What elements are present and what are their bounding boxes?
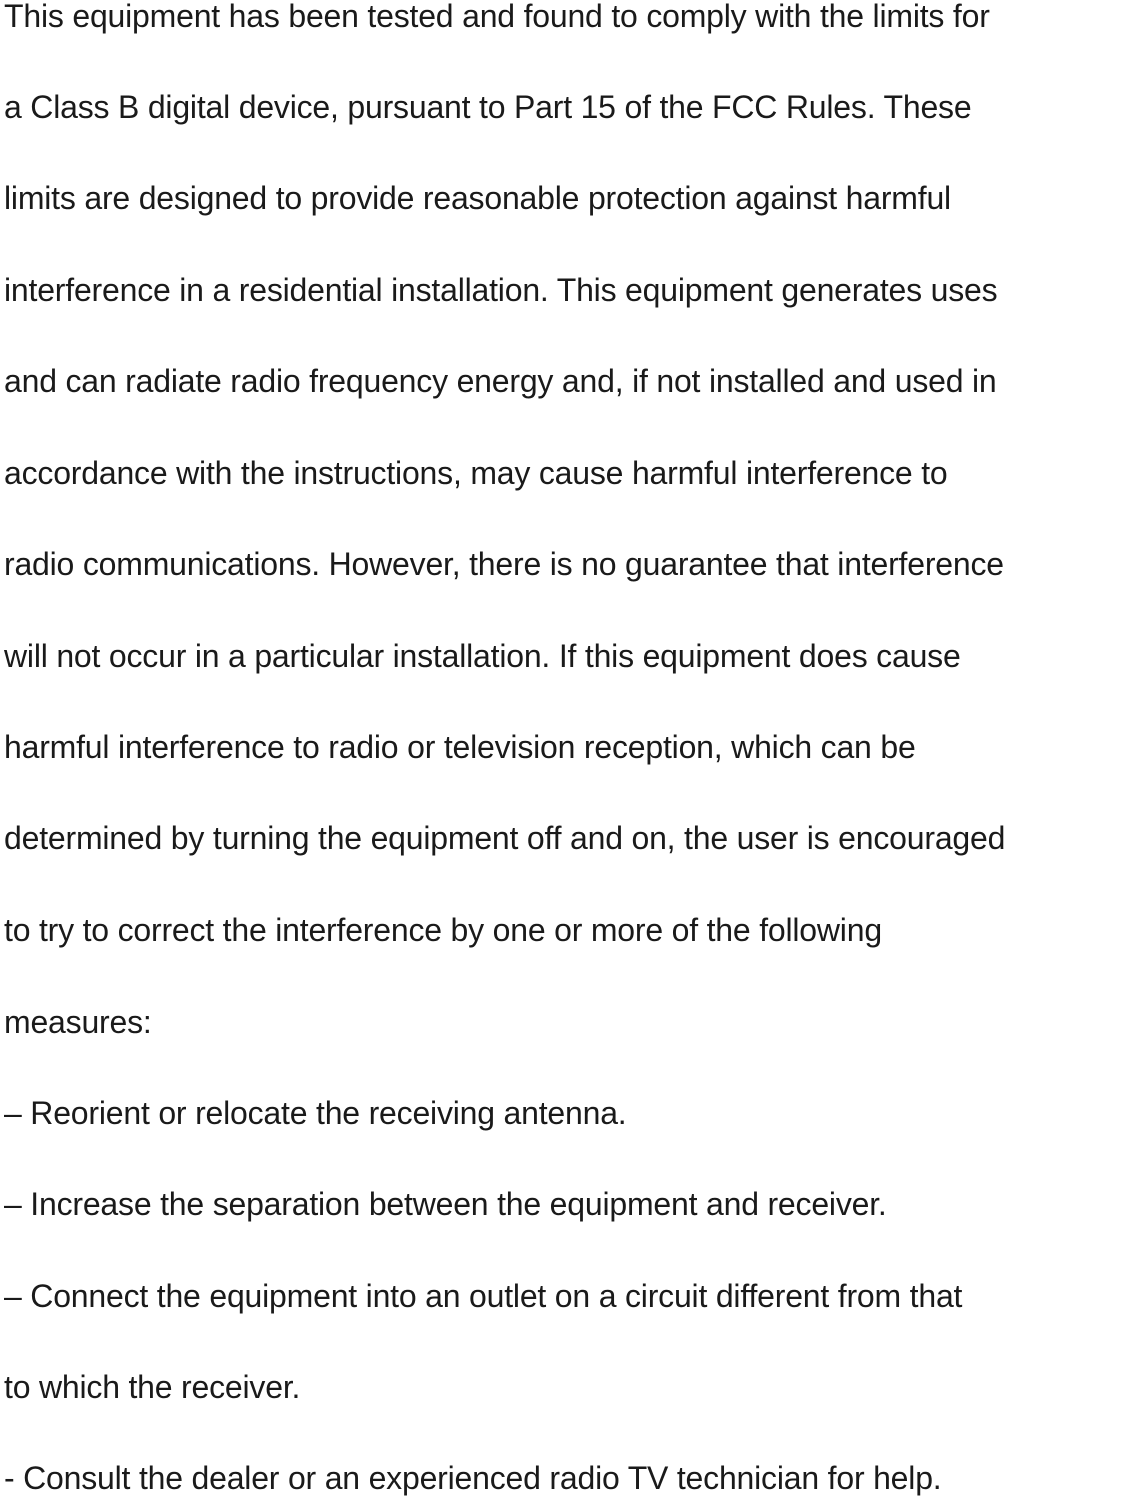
paragraph-line: will not occur in a particular installation. If this equipment does cause: [4, 638, 961, 674]
paragraph-line: This equipment has been tested and found to comply with the limits for: [4, 0, 990, 34]
measure-item-connect-outlet-continued: to which the receiver.: [4, 1369, 301, 1405]
paragraph-line: measures:: [4, 1004, 152, 1040]
measure-item-connect-outlet: – Connect the equipment into an outlet on a circuit different from that: [4, 1278, 963, 1314]
paragraph-line: limits are designed to provide reasonable protection against harmful: [4, 180, 951, 216]
measure-item-consult-dealer: - Consult the dealer or an experienced radio TV technician for help.: [4, 1460, 942, 1496]
measure-item-increase-separation: – Increase the separation between the equipment and receiver.: [4, 1186, 887, 1222]
paragraph-line: and can radiate radio frequency energy and, if not installed and used in: [4, 363, 997, 399]
paragraph-line: to try to correct the interference by one or more of the following: [4, 912, 882, 948]
paragraph-line: harmful interference to radio or television reception, which can be: [4, 729, 916, 765]
paragraph-line: accordance with the instructions, may cause harmful interference to: [4, 455, 948, 491]
paragraph-line: interference in a residential installation. This equipment generates uses: [4, 272, 998, 308]
paragraph-line: determined by turning the equipment off and on, the user is encouraged: [4, 820, 1006, 856]
measure-item-reorient-antenna: – Reorient or relocate the receiving antenna.: [4, 1095, 627, 1131]
paragraph-line: a Class B digital device, pursuant to Part 15 of the FCC Rules. These: [4, 89, 972, 125]
paragraph-line: radio communications. However, there is no guarantee that interference: [4, 546, 1004, 582]
